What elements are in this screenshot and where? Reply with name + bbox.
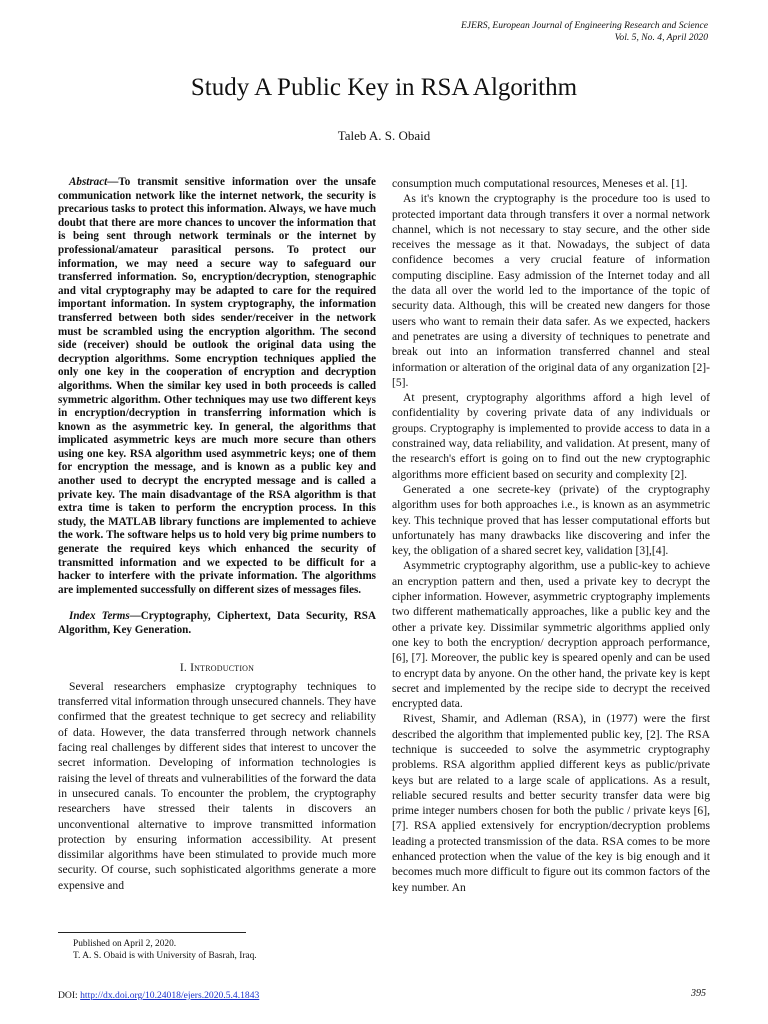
index-terms-label: Index Terms (69, 610, 130, 623)
left-column (58, 176, 376, 893)
right-paragraph-4: Asymmetric cryptography algorithm, use a public-key to achieve an encryption pattern and then, used a private key to decrypt the cipher information. However, asymmetric cryptography implements two different mathematically approaches, like a public key and the other a private key. Dissimilar symmetric algorithms applied only one key to both the encryption/ decryption approach performance, [6], [7]. Moreover, the public key is speared openly and can be used to encrypt data by anyone. On the other hand, the private key is kept secret and implemented by the recipe side to decrypt the received encrypted data. (392, 559, 710, 711)
paper-title: Study A Public Key in RSA Algorithm (190, 74, 578, 101)
right-paragraph-1: As it's known the cryptography is the procedure too is used to protected important data through transfers it over a normal network channel, which is not necessary to stay secure, and the other side receives the message as it that. Nowadays, the subject of data confidence becomes a very crucial feature of information computing discipline. Easy admission of the Internet today and all the data all over the world led to the importance of the topic of security data. Although, this will be created new dangers for those users who want to remain their data safer. As we expected, hackers and penetrates are using a diversity of techniques to penetrate and break out into an information transferred channel and steal information or alteration of the original data of any organization [2]-[5]. (392, 192, 710, 389)
journal-volume: Vol. 5, No. 4, April 2020 (614, 32, 708, 43)
right-paragraph-3: Generated a one secrete-key (private) of the cryptography algorithm uses for both approaches i.e., is known as an asymmetric key. This technique proved that has lesser computational efforts but unfortunately has many drawbacks like discovering and infer the key, the obligation of a shared secret key, validation [3],[4]. (392, 482, 710, 558)
index-terms-text: —Cryptography, Ciphertext, Data Security, RSA Algorithm, Key Generation. (58, 610, 376, 636)
abstract-label: Abstract (69, 176, 108, 188)
doi-link[interactable]: http://dx.doi.org/10.24018/ejers.2020.5.4.1843 (80, 990, 260, 1001)
doi-label: DOI: (58, 990, 81, 1001)
intro-paragraph: Several researchers emphasize cryptography techniques to transferred vital information through unsecured channels. They have confirmed that the greatest technique to get secrecy and reliability of data. However, the data transferred through network channels facing real challenges by different sides that interest to uncover the secret information. Developing of information technologies is raising the level of threats and vulnerabilities of the forward the data in unsecured canals. To encounter the problem, the cryptography researchers have stressed their talents in discovers an unconventional alternative to improve transmitted information protection by ensuring information accessibility. At present dissimilar algorithms have been stimulated to provide much more security. Of course, such sophisticated algorithms generate a more expensive and (58, 679, 376, 892)
footnotes (73, 938, 257, 962)
section-heading-introduction: I. Introduction (179, 660, 255, 674)
abstract (58, 176, 376, 597)
right-column (392, 176, 710, 895)
footnote-affiliation: T. A. S. Obaid is with University of Basrah, Iraq. (73, 951, 257, 961)
right-paragraph-5: Rivest, Shamir, and Adleman (RSA), in (1977) were the first described the algorithm that implemented public key, [2]. The RSA technique is succeeded to solve the asymmetric cryptography problems. RSA algorithm applied different keys as public/private keys but are related to a large scale of applications. As a result, reliable secured results and better security transfer data were big prime integer numbers chosen for both the public / private keys [6], [7]. RSA applied extensively for encryption/decryption problems leading a protected transmission of the data. RSA comes to be more enhanced protection when the value of the key is big enough and it becomes much more difficult to figure out its common factors of the key number. An (392, 712, 710, 894)
journal-name: EJERS, European Journal of Engineering Research and Science (460, 20, 708, 31)
footnote-published: Published on April 2, 2020. (73, 939, 177, 949)
abstract-text: —To transmit sensitive information over the unsafe communication network like the internet network, the security is precarious tasks to protect this information. Always, we have much doubt that there are more chances to uncover the information that is being sent through network terminals or the internet by professional/amateur parasitical persons. To protect our information, we may need a secure way to safeguard our transferred information. So, encryption/decryption, stenographic and vital cryptography may be adapted to care for the required important information. In system cryptography, the information transferred between both sides sender/receiver in the network must be scrambled using the encryption algorithm. The second side (receiver) should be outlook the original data using the decryption algorithms. Some encryption techniques applied the only one key in the cooperation of encryption and decryption algorithms. When the similar key used in both proceeds is called symmetric algorithm. Other techniques may use two different keys in encryption/decryption in transferring information which is known as the asymmetric key. In general, the algorithms that implicated asymmetric keys are much more secure than others using one key. RSA algorithm used asymmetric keys; one of them for encryption the message, and is known as a public key and another used to decrypt the encrypted message and is called a private key. The main disadvantage of the RSA algorithm is that extra time is taken to perform the encryption process. In this study, the MATLAB library functions are implemented to achieve the work. The software helps us to hold very big prime numbers to generate the required keys which enhanced the security of transmitted information and we expected to be difficult for a hacker to interfere with the private information. The algorithms are implemented successfully on different sizes of messages files. (58, 176, 376, 596)
index-terms (58, 610, 376, 637)
doi-line (58, 990, 259, 1001)
right-paragraph-0: consumption much computational resources, Meneses et al. [1]. (392, 177, 688, 190)
footnote-divider (58, 932, 246, 933)
page-number: 395 (691, 988, 706, 999)
right-paragraph-2: At present, cryptography algorithms afford a high level of confidentiality by covering private data of any individuals or groups. Cryptography is implemented to provide access to data in a constrained way, data reliability, and validation. At present, many of the research's effort is going on to find out the new cryptographic algorithms more efficient based on security and complexity [2]. (392, 391, 710, 481)
paper-author: Taleb A. S. Obaid (337, 128, 431, 143)
journal-header (461, 20, 708, 44)
